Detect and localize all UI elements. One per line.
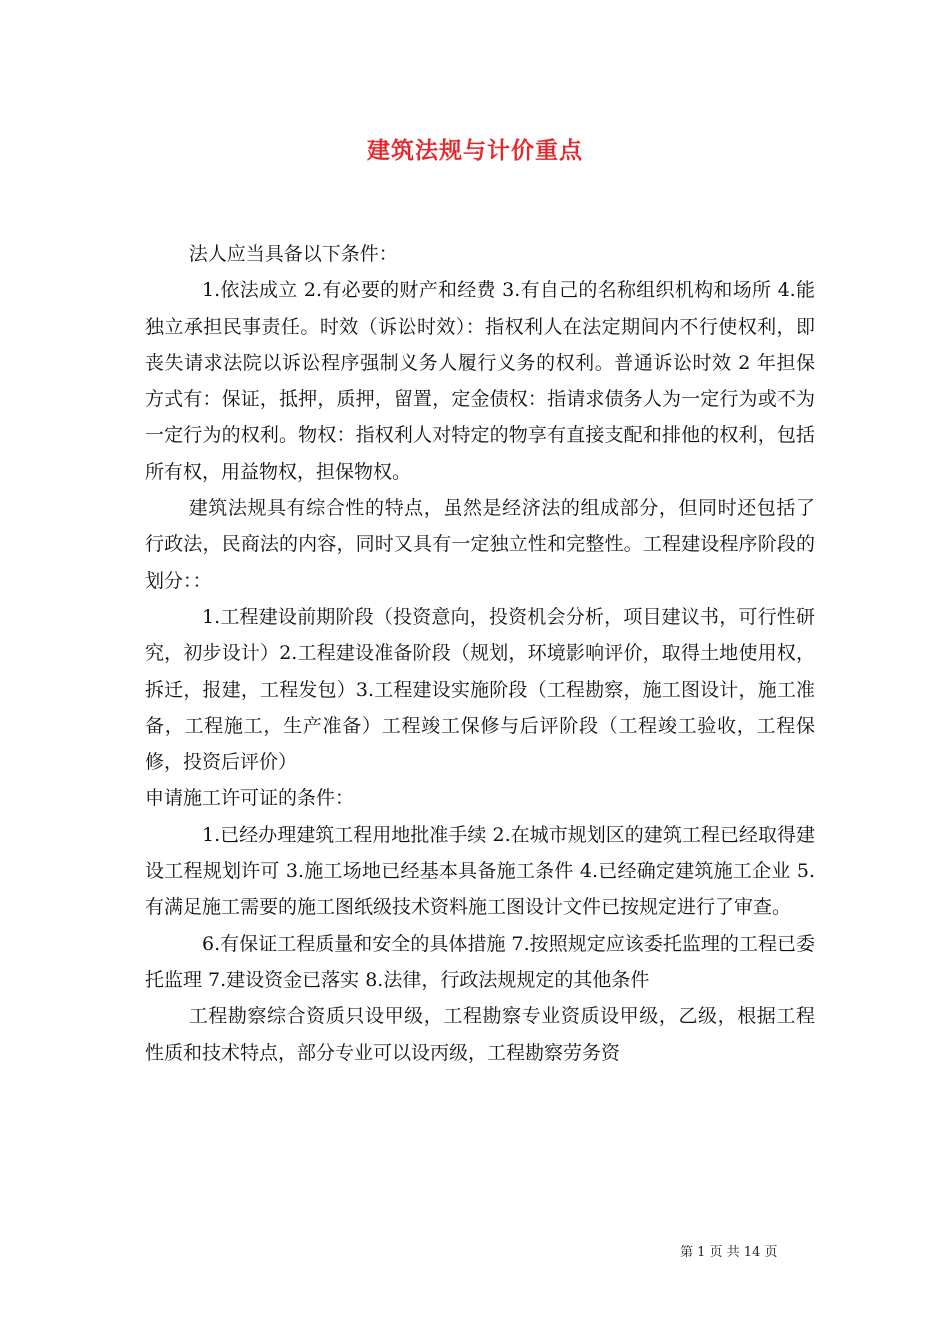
paragraph-permit-conditions-1: 1.已经办理建筑工程用地批准手续 2.在城市规划区的建筑工程已经取得建设工程规划许可 3.施工场地已经基本具备施工条件 4.已经确定建筑施工企业 5.有满足施工需要的施工图纸级技术资料施工图设计文件已按规定进行了审查。 — [145, 823, 815, 919]
paragraph-survey-qualification: 工程勘察综合资质只设甲级，工程勘察专业资质设甲级，乙级，根据工程性质和技术特点，部分专业可以设丙级，工程勘察劳务资 — [145, 1005, 815, 1064]
paragraph-legal-person-conditions: 法人应当具备以下条件： — [188, 243, 398, 265]
paragraph-permit-conditions-2: 6.有保证工程质量和安全的具体措施 7.按照规定应该委托监理的工程已委托监理 7.建设资金已落实 8.法律，行政法规规定的其他条件 — [145, 932, 815, 991]
paragraph-construction-stages: 1.工程建设前期阶段（投资意向，投资机会分析，项目建议书，可行性研究，初步设计）2.工程建设准备阶段（规划，环境影响评价，取得土地使用权，拆迁，报建，工程发包）3.工程建设实施阶段（工程勘察，施工图设计，施工准备，工程施工，生产准备）工程竣工保修与后评阶段（工程竣工验收，工程保修，投资后评价） — [145, 605, 815, 774]
document-body — [145, 236, 815, 1071]
paragraph-construction-law-features: 建筑法规具有综合性的特点，虽然是经济法的组成部分，但同时还包括了行政法，民商法的内容，同时又具有一定独立性和完整性。工程建设程序阶段的划分：： — [145, 497, 815, 592]
page-number-footer: 第 1 页 共 14 页 — [680, 1245, 778, 1260]
paragraph-permit-heading: 申请施工许可证的条件： — [145, 787, 355, 810]
document-title: 建筑法规与计价重点 — [367, 137, 583, 164]
paragraph-legal-person-list: 1.依法成立 2.有必要的财产和经费 3.有自己的名称组织机构和场所 4.能独立承担民事责任。时效（诉讼时效）：指权利人在法定期间内不行使权利，即丧失请求法院以诉讼程序强制义务人履行义务的权利。普通诉讼时效 2 年担保方式有：保证，抵押，质押，留置，定金债权：指请求债务人为一定行为或不为一定行为的权利。物权：指权利人对特定的物享有直接支配和排他的权利，包括所有权，用益物权，担保物权。 — [145, 279, 815, 483]
